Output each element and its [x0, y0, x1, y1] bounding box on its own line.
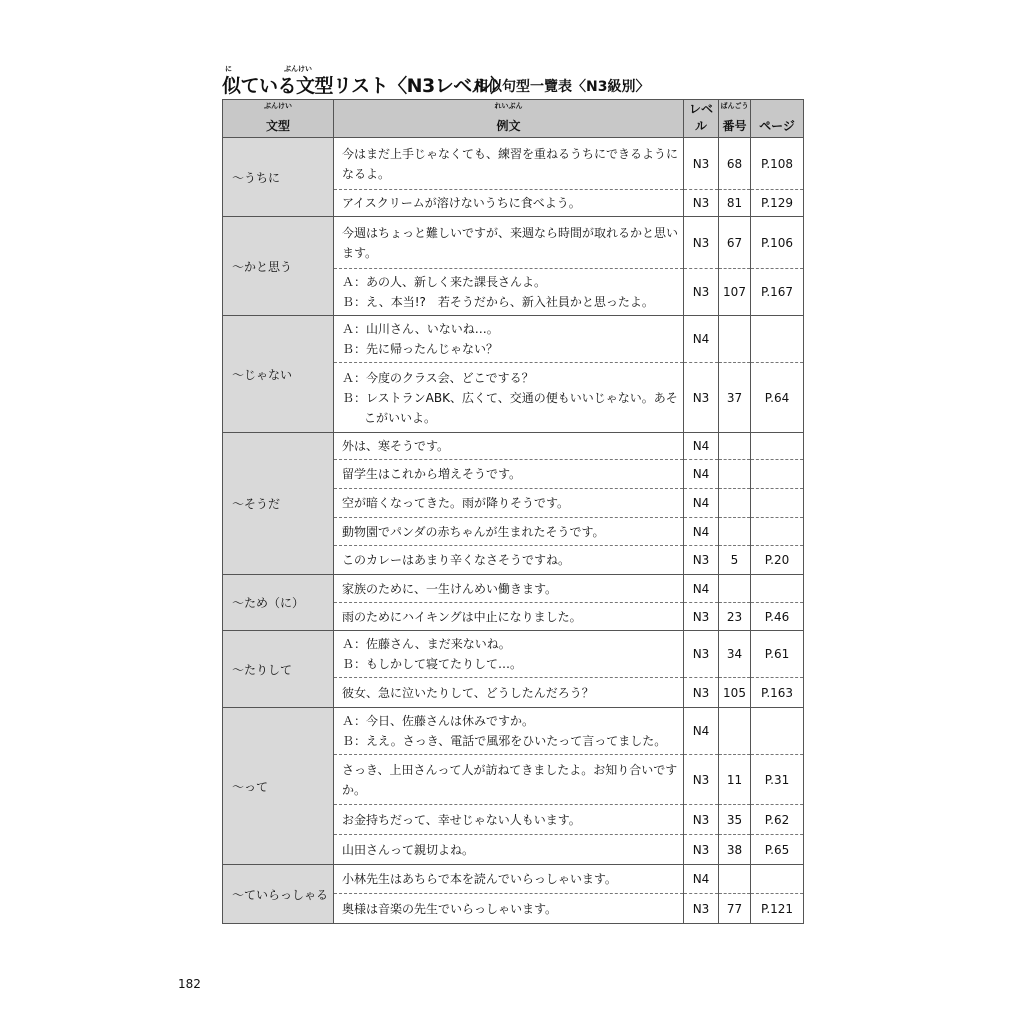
level-cell: N4	[684, 708, 719, 755]
example-sentence-cell	[334, 518, 684, 546]
example-sentence-line: Ｂ：レストランABK、広くて、交通の便もいいじゃない。あそ	[342, 390, 678, 405]
column-header-pattern	[223, 100, 334, 138]
level-header-label: レベル	[688, 102, 713, 133]
grammar-pattern-cell: 〜って	[223, 708, 334, 865]
level-cell: N3	[684, 603, 719, 631]
number-cell	[719, 433, 751, 460]
page-ref-cell: P.20	[751, 546, 804, 575]
page-ref-cell: P.108	[751, 138, 804, 190]
example-sentence-line: お金持ちだって、幸せじゃない人もいます。	[342, 812, 581, 827]
example-sentence-cell	[334, 546, 684, 575]
example-sentence-line: Ａ：今日、佐藤さんは休みですか。	[342, 714, 535, 728]
page-ref-cell: P.61	[751, 631, 804, 678]
page-ref-cell	[751, 433, 804, 460]
example-sentence-cell	[334, 755, 684, 805]
example-sentence-line: 家族のために、一生けんめい働きます。	[342, 581, 558, 596]
page-ref-cell	[751, 489, 804, 518]
level-cell: N4	[684, 433, 719, 460]
number-cell	[719, 865, 751, 894]
example-sentence-line: 山田さんって親切よね。	[342, 842, 475, 857]
example-sentence-line: 雨のためにハイキングは中止になりました。	[342, 609, 582, 624]
example-sentence-cell	[334, 316, 684, 363]
example-sentence-line: このカレーはあまり辛くなさそうですね。	[342, 553, 571, 567]
column-header-page	[751, 100, 804, 138]
page-ref-cell: P.163	[751, 678, 804, 708]
grammar-pattern-cell: 〜ため（に）	[223, 575, 334, 631]
grammar-pattern-cell: 〜じゃない	[223, 316, 334, 433]
example-sentence-line: 奥様は音楽の先生でいらっしゃいます。	[342, 901, 558, 916]
number-cell: 5	[719, 546, 751, 575]
grammar-pattern-cell: 〜うちに	[223, 138, 334, 217]
number-cell	[719, 460, 751, 489]
level-cell: N4	[684, 865, 719, 894]
example-sentence-line: Ａ：今度のクラス会、どこでする？	[342, 370, 534, 385]
level-cell: N3	[684, 894, 719, 924]
table-row	[223, 217, 804, 269]
example-sentence-line: Ａ：山川さん、いないね…。	[342, 322, 499, 336]
page-ref-cell: P.31	[751, 755, 804, 805]
title-ruby-ni: に	[225, 65, 232, 73]
example-sentence-cell	[334, 631, 684, 678]
level-cell: N4	[684, 489, 719, 518]
pattern-header-label: 文型	[265, 119, 290, 133]
example-sentence-line: 空が暗くなってきた。雨が降りそうです。	[342, 496, 570, 510]
level-cell: N3	[684, 269, 719, 316]
page-ref-cell: P.121	[751, 894, 804, 924]
example-sentence-line: アイスクリームが溶けないうちに食べよう。	[342, 196, 581, 210]
example-sentence-line: Ｂ：もしかして寝てたりして…。	[342, 657, 523, 671]
page-ref-cell: P.106	[751, 217, 804, 269]
grammar-pattern-cell: 〜ていらっしゃる	[223, 865, 334, 924]
column-header-example	[334, 100, 684, 138]
level-cell: N4	[684, 316, 719, 363]
number-cell: 35	[719, 805, 751, 835]
number-cell: 77	[719, 894, 751, 924]
table-row	[223, 433, 804, 460]
page-ref-cell	[751, 460, 804, 489]
pattern-header-ruby: ぶんけい	[264, 102, 292, 110]
number-cell: 37	[719, 363, 751, 433]
example-header-ruby: れいぶん	[494, 102, 523, 110]
page-ref-cell: P.64	[751, 363, 804, 433]
level-cell: N3	[684, 546, 719, 575]
level-cell: N3	[684, 805, 719, 835]
page-ref-cell	[751, 575, 804, 603]
example-sentence-cell	[334, 865, 684, 894]
title-ruby-bunkei: ぶんけい	[284, 65, 312, 73]
page-ref-cell: P.129	[751, 190, 804, 217]
example-sentence-cell	[334, 433, 684, 460]
table-row	[223, 865, 804, 894]
example-sentence-line: Ｂ：え、本当!? 若そうだから、新入社員かと思ったよ。	[342, 295, 654, 309]
number-cell	[719, 316, 751, 363]
number-cell: 81	[719, 190, 751, 217]
example-sentence-line: Ａ：佐藤さん、まだ来ないね。	[342, 637, 511, 651]
example-sentence-cell	[334, 894, 684, 924]
number-cell: 105	[719, 678, 751, 708]
example-sentence-line: Ｂ：ええ。さっき、電話で風邪をひいたって言ってました。	[342, 734, 667, 748]
number-cell: 67	[719, 217, 751, 269]
example-sentence-cell	[334, 138, 684, 190]
grammar-pattern-cell: 〜かと思う	[223, 217, 334, 316]
page-ref-cell: P.167	[751, 269, 804, 316]
level-cell: N3	[684, 217, 719, 269]
page-number: 182	[178, 977, 201, 991]
table-row	[223, 138, 804, 190]
grammar-pattern-table	[222, 99, 804, 924]
page-ref-cell: P.65	[751, 835, 804, 865]
example-sentence-line: 彼女、急に泣いたりして、どうしたんだろう？	[342, 685, 594, 700]
example-sentence-cell	[334, 217, 684, 269]
number-cell: 38	[719, 835, 751, 865]
number-cell	[719, 489, 751, 518]
example-sentence-cell	[334, 460, 684, 489]
grammar-pattern-cell: 〜たりして	[223, 631, 334, 708]
level-cell: N3	[684, 835, 719, 865]
example-sentence-line: 留学生はこれから増えそうです。	[342, 467, 522, 481]
level-cell: N4	[684, 575, 719, 603]
example-sentence-line: Ｂ：先に帰ったんじゃない？	[342, 342, 499, 356]
example-sentence-cell	[334, 708, 684, 755]
level-cell: N3	[684, 190, 719, 217]
page-subtitle: 相似句型一覽表〈N3級別〉	[474, 79, 650, 95]
table-row	[223, 708, 804, 755]
table-body	[223, 138, 804, 924]
number-header-label: 番号	[722, 119, 747, 133]
page-ref-cell	[751, 316, 804, 363]
page-ref-cell	[751, 865, 804, 894]
number-cell	[719, 518, 751, 546]
example-sentence-line: 小林先生はあちらで本を読んでいらっしゃいます。	[342, 872, 617, 886]
number-header-ruby: ばんごう	[720, 102, 749, 110]
number-cell: 34	[719, 631, 751, 678]
example-header-label: 例文	[496, 119, 521, 133]
table-row	[223, 575, 804, 603]
column-header-number	[719, 100, 751, 138]
table-header-row	[223, 100, 804, 138]
column-header-level	[684, 100, 719, 138]
level-cell: N3	[684, 755, 719, 805]
example-sentence-cell	[334, 575, 684, 603]
example-sentence-line: 外は、寒そうです。	[342, 439, 450, 453]
level-cell: N3	[684, 631, 719, 678]
example-sentence-cell	[334, 190, 684, 217]
example-sentence-cell	[334, 835, 684, 865]
page-heading	[222, 64, 822, 100]
grammar-pattern-cell: 〜そうだ	[223, 433, 334, 575]
example-sentence-line: 動物園でパンダの赤ちゃんが生まれたそうです。	[342, 524, 605, 539]
page-ref-cell	[751, 518, 804, 546]
example-sentence-line: 今はまだ上手じゃなくても、練習を重ねるうちにできるようになるよ。	[342, 146, 679, 181]
example-sentence-line: こがいいよ。	[364, 410, 437, 425]
level-cell: N3	[684, 138, 719, 190]
example-sentence-cell	[334, 363, 684, 433]
number-cell	[719, 575, 751, 603]
example-sentence-line: 今週はちょっと難しいですが、来週なら時間が取れるかと思います。	[342, 225, 679, 260]
level-cell: N4	[684, 518, 719, 546]
example-sentence-cell	[334, 805, 684, 835]
number-cell: 23	[719, 603, 751, 631]
number-cell	[719, 708, 751, 755]
example-sentence-cell	[334, 678, 684, 708]
page-ref-cell: P.46	[751, 603, 804, 631]
example-sentence-line: Ａ：あの人、新しく来た課長さんよ。	[342, 275, 547, 289]
page-ref-cell	[751, 708, 804, 755]
number-cell: 107	[719, 269, 751, 316]
page-header-label: ページ	[759, 119, 795, 133]
example-sentence-line: さっき、上田さんって人が訪ねてきましたよ。お知り合いですか。	[342, 762, 678, 797]
page-ref-cell: P.62	[751, 805, 804, 835]
level-cell: N4	[684, 460, 719, 489]
number-cell: 68	[719, 138, 751, 190]
level-cell: N3	[684, 363, 719, 433]
level-cell: N3	[684, 678, 719, 708]
number-cell: 11	[719, 755, 751, 805]
page-title: 似ている文型リスト〈N3レベル〉	[222, 75, 509, 97]
table-row	[223, 631, 804, 678]
example-sentence-cell	[334, 269, 684, 316]
table-row	[223, 316, 804, 363]
example-sentence-cell	[334, 489, 684, 518]
example-sentence-cell	[334, 603, 684, 631]
